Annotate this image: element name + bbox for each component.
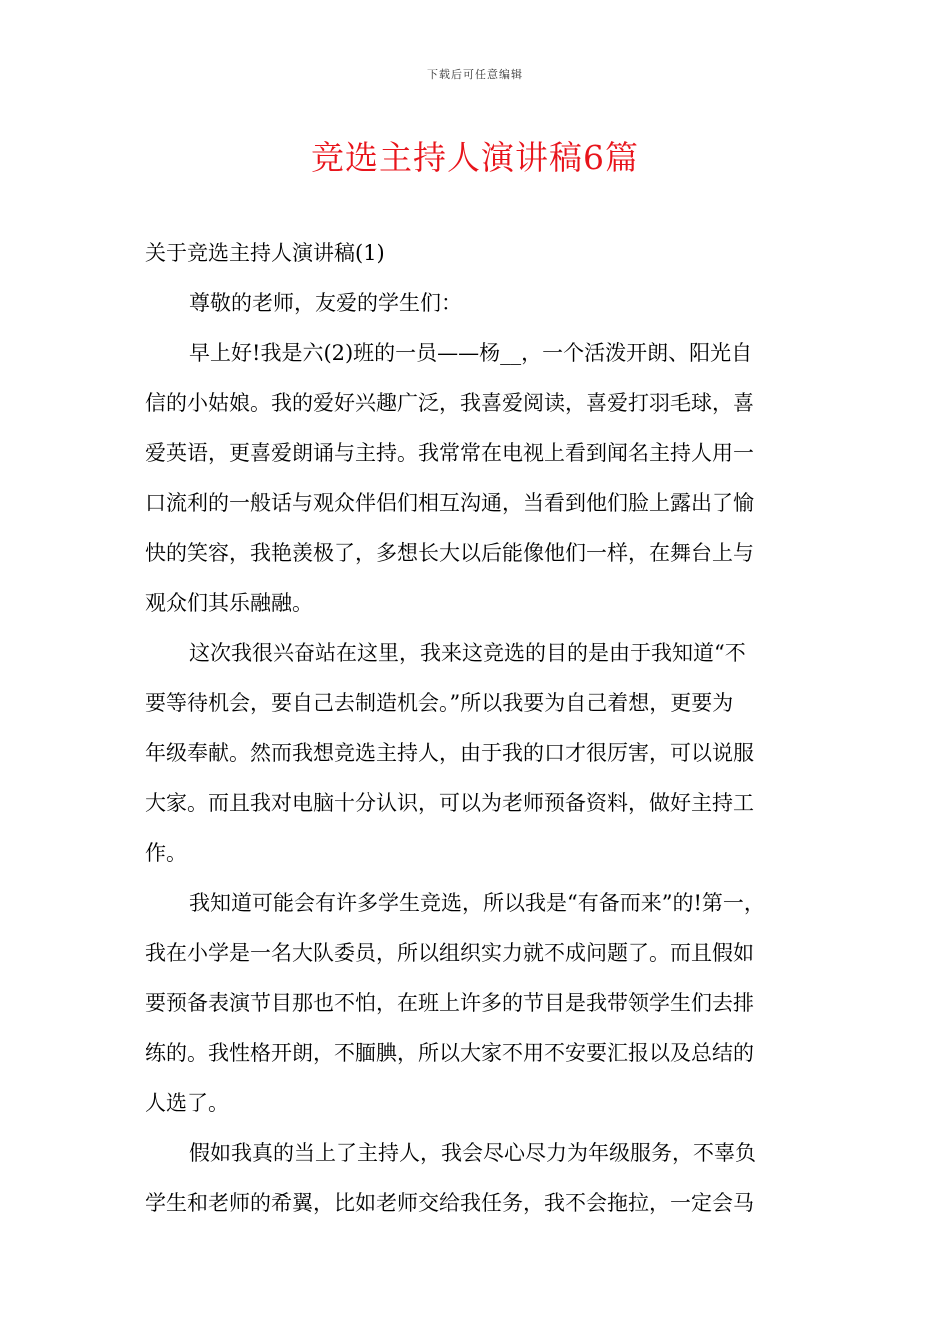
text-line: 早上好!我是六(2)班的一员——杨__，一个活泼开朗、阳光自 — [189, 341, 753, 365]
text-line: 口流利的一般话与观众伴侣们相互沟通，当看到他们脸上露出了愉 — [145, 491, 754, 515]
text-line: 快的笑容，我艳羡极了，多想长大以后能像他们一样，在舞台上与 — [145, 541, 754, 565]
text-line: 我在小学是一名大队委员，所以组织实力就不成问题了。而且假如 — [145, 941, 754, 965]
text-line: 观众们其乐融融。 — [145, 591, 313, 615]
text-line: 练的。我性格开朗，不腼腆，所以大家不用不安要汇报以及总结的 — [145, 1041, 754, 1065]
text-line: 要等待机会，要自己去制造机会。”所以我要为自己着想，更要为 — [145, 691, 734, 715]
text-line: 我知道可能会有许多学生竞选，所以我是“有备而来”的!第一， — [189, 891, 765, 915]
text-line: 爱英语，更喜爱朗诵与主持。我常常在电视上看到闻名主持人用一 — [145, 441, 754, 465]
text-line: 年级奉献。然而我想竞选主持人，由于我的口才很厉害，可以说服 — [145, 741, 754, 765]
text-line: 尊敬的老师，友爱的学生们： — [189, 291, 462, 315]
text-line: 学生和老师的希翼，比如老师交给我任务，我不会拖拉，一定会马 — [145, 1191, 754, 1215]
document-title: 竞选主持人演讲稿6篇 — [311, 138, 639, 177]
document-body — [145, 228, 805, 1228]
text-line: 这次我很兴奋站在这里，我来这竞选的目的是由于我知道“不 — [189, 641, 746, 665]
text-line: 人选了。 — [145, 1091, 229, 1115]
section-heading: 关于竞选主持人演讲稿(1) — [145, 241, 385, 265]
text-line: 信的小姑娘。我的爱好兴趣广泛，我喜爱阅读，喜爱打羽毛球，喜 — [145, 391, 754, 415]
text-line: 大家。而且我对电脑十分认识，可以为老师预备资料，做好主持工 — [145, 791, 754, 815]
text-line: 假如我真的当上了主持人，我会尽心尽力为年级服务，不辜负 — [189, 1141, 756, 1165]
header-note: 下载后可任意编辑 — [427, 68, 523, 81]
text-line: 要预备表演节目那也不怕，在班上许多的节目是我带领学生们去排 — [145, 991, 754, 1015]
text-line: 作。 — [145, 841, 187, 865]
